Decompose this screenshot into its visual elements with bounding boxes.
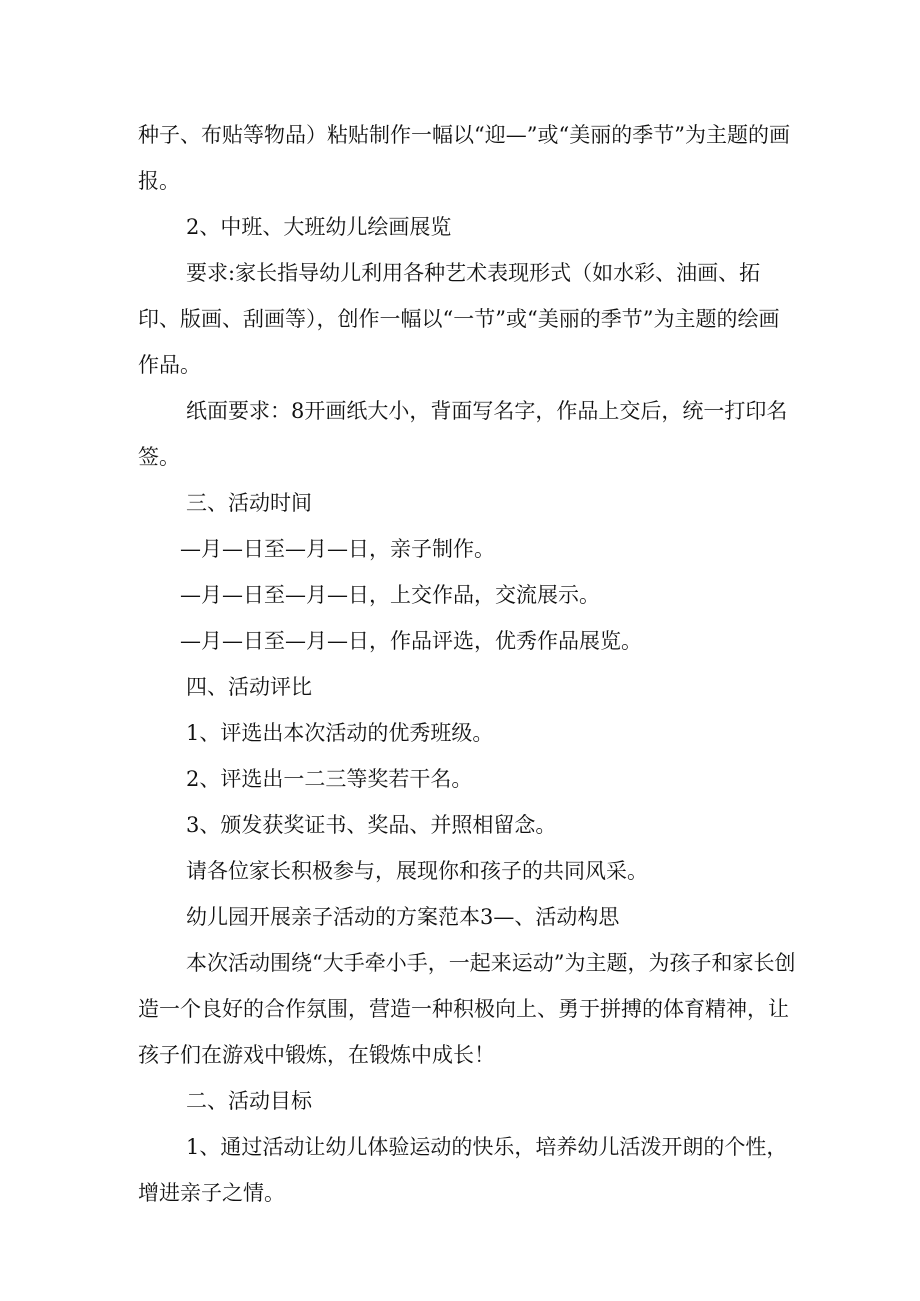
paragraph-invitation: 请各位家长积极参与，展现你和孩子的共同风采。 (186, 859, 648, 883)
paragraph-section-heading: 2、中班、大班幼儿绘画展览 (186, 215, 452, 239)
paragraph-requirements: 要求:家长指导幼儿利用各种艺术表现形式（如水彩、油画、拓印、版画、刮画等），创作一幅以“一节”或“美丽的季节”为主题的绘画作品。 (138, 261, 780, 377)
paragraph-schedule-3: —月—日至—月—日，作品评选，优秀作品展览。 (180, 629, 642, 653)
paragraph-paper-requirements: 纸面要求：8开画纸大小，背面写名字，作品上交后，统一打印名签。 (138, 399, 788, 469)
paragraph-concept: 本次活动围绕“大手牵小手，一起来运动”为主题，为孩子和家长创造一个良好的合作氛围，营造一种积极向上、勇于拼搏的体育精神，让孩子们在游戏中锻炼，在锻炼中成长！ (138, 951, 796, 1067)
heading-activity-evaluation: 四、活动评比 (186, 675, 312, 699)
heading-activity-time: 三、活动时间 (186, 491, 312, 515)
paragraph-schedule-2: —月—日至—月—日，上交作品，交流展示。 (180, 583, 600, 607)
document-body (138, 112, 798, 1216)
paragraph-plan-title: 幼儿园开展亲子活动的方案范本3—、活动构思 (186, 905, 620, 929)
paragraph-evaluation-3: 3、颁发获奖证书、奖品、并照相留念。 (186, 813, 557, 837)
paragraph-evaluation-1: 1、评选出本次活动的优秀班级。 (186, 721, 494, 745)
heading-activity-goals: 二、活动目标 (186, 1089, 312, 1113)
paragraph-evaluation-2: 2、评选出一二三等奖若干名。 (186, 767, 473, 791)
paragraph-continuation: 种子、布贴等物品）粘贴制作一幅以“迎—”或“美丽的季节”为主题的画报。 (138, 123, 790, 193)
paragraph-goal-1: 1、通过活动让幼儿体验运动的快乐，培养幼儿活泼开朗的个性，增进亲子之情。 (138, 1135, 788, 1205)
paragraph-schedule-1: —月—日至—月—日，亲子制作。 (180, 537, 495, 561)
